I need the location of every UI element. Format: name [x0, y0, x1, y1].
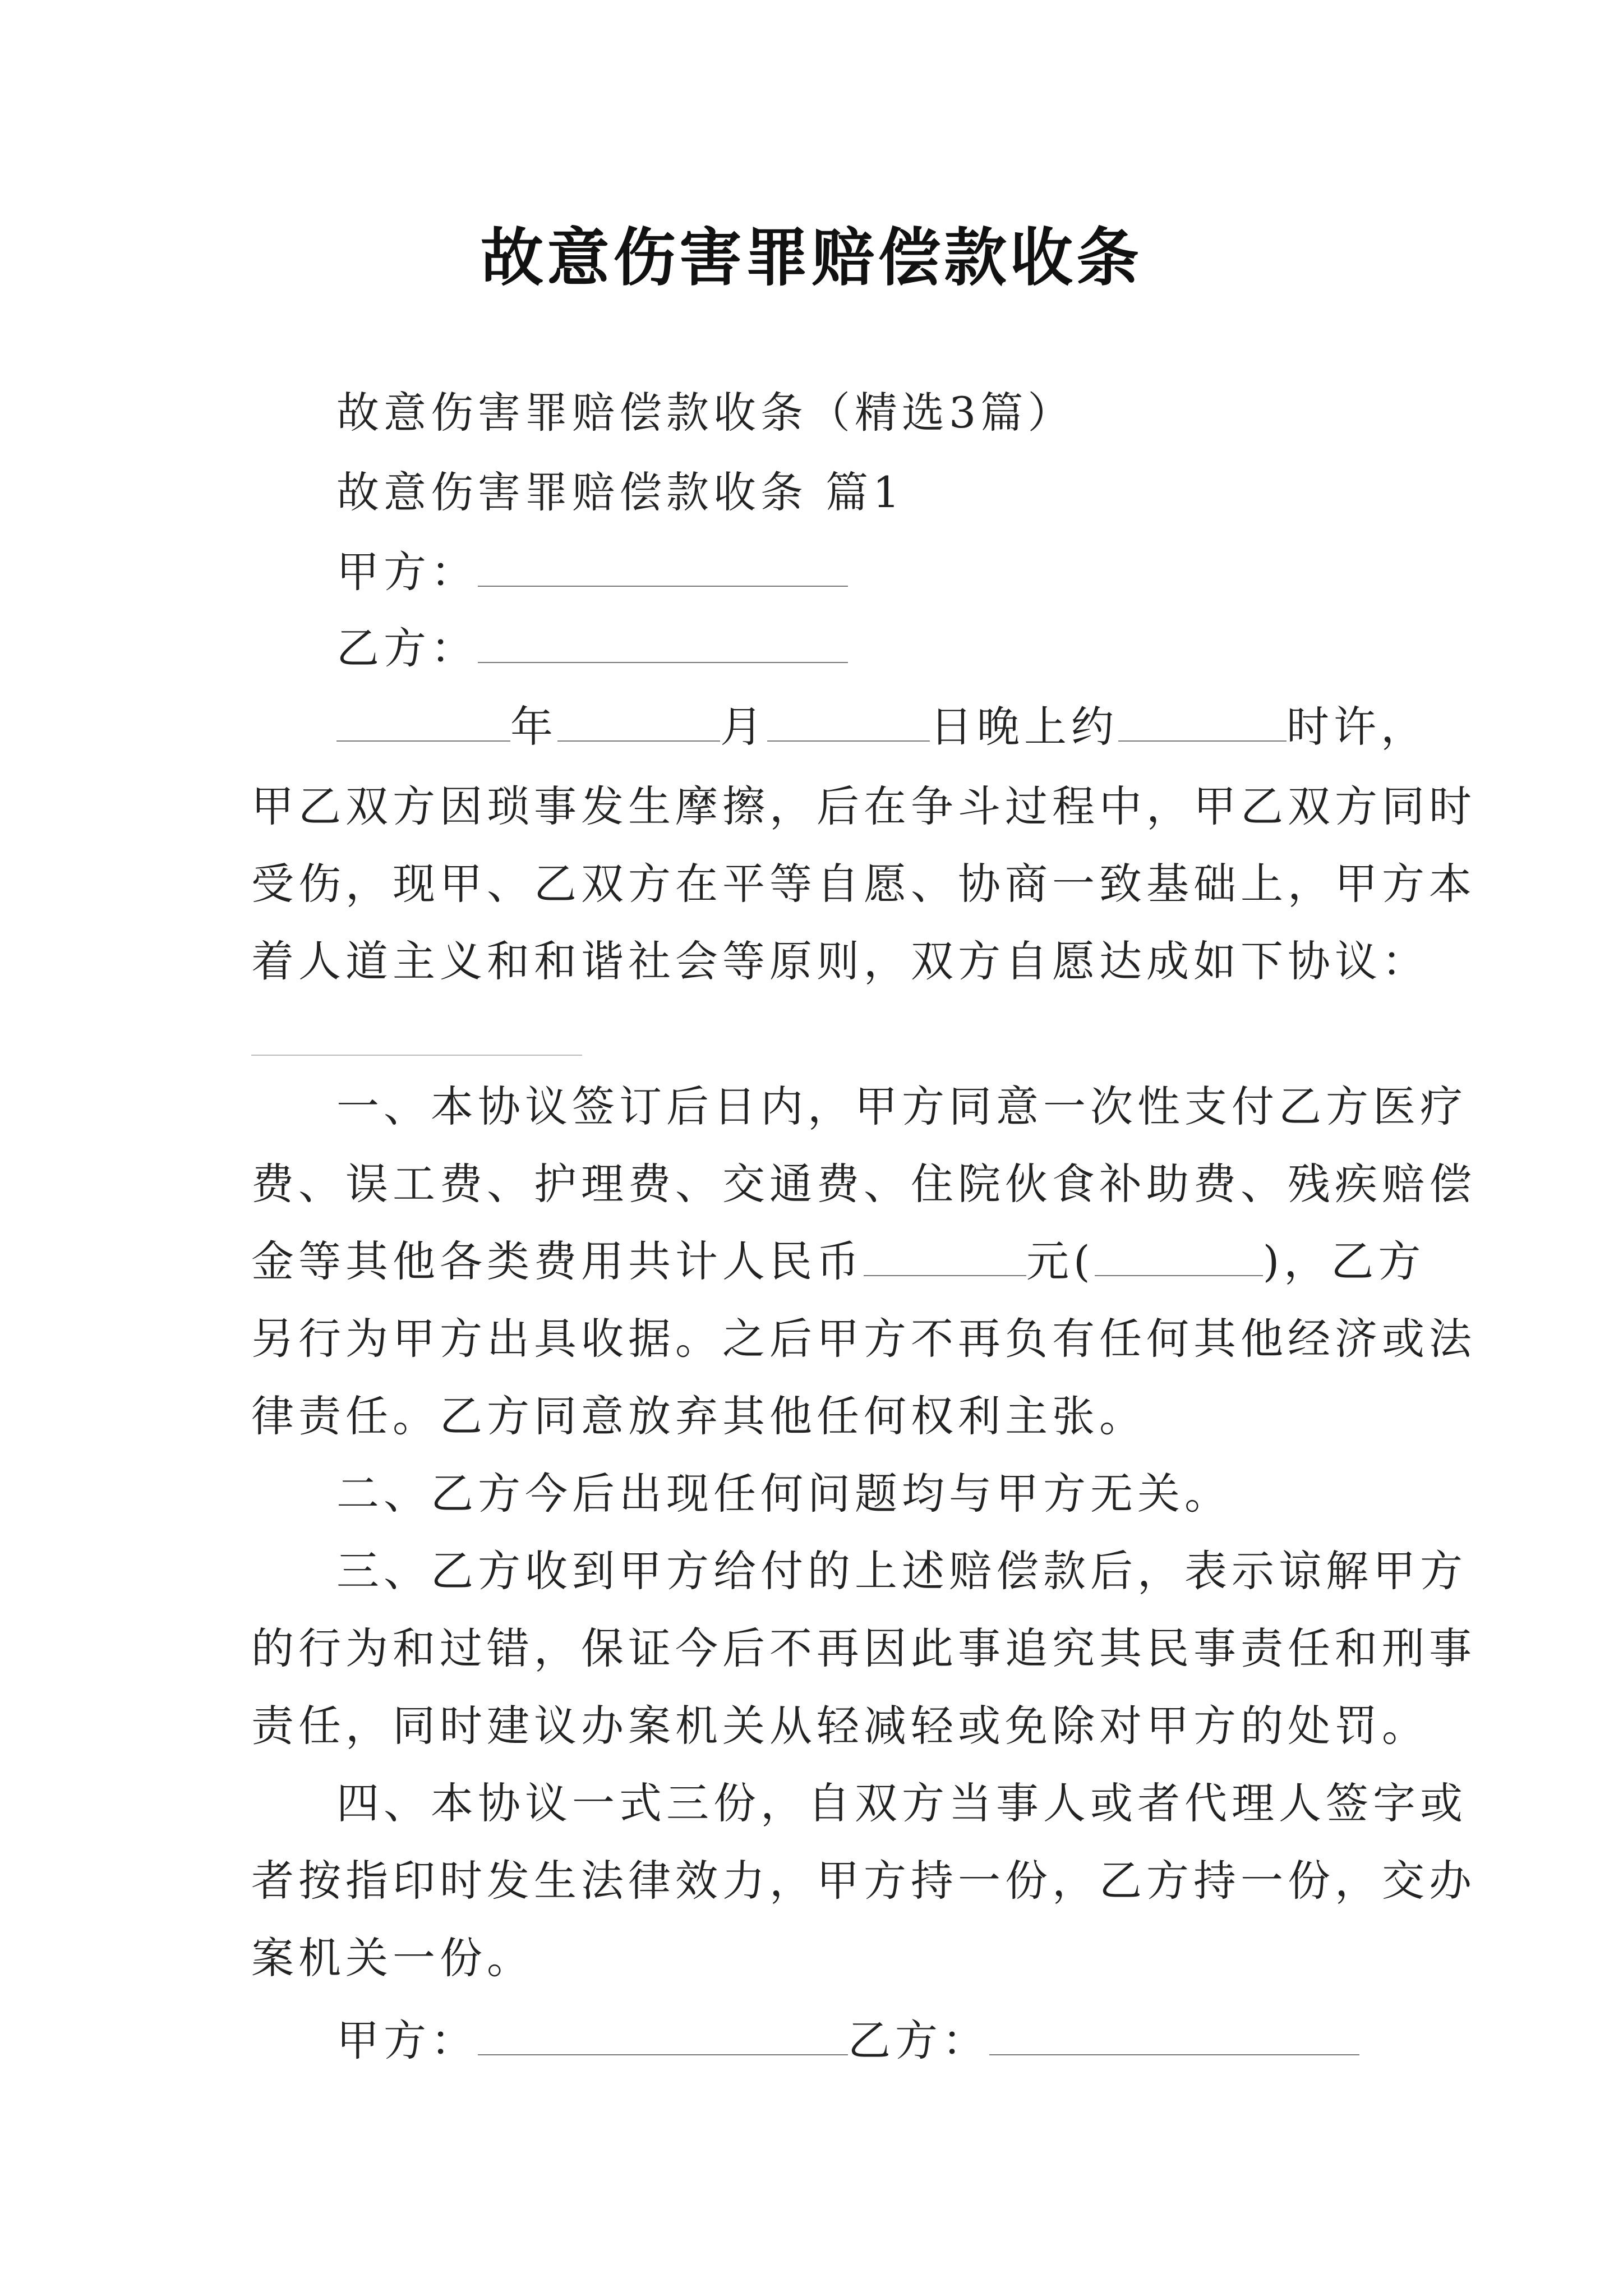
intro-line-3: 着人道主义和和谐社会等原则，双方自愿达成如下协议： — [251, 936, 1429, 986]
clause4-line-3: 案机关一份。 — [251, 1933, 534, 1983]
section-heading: 故意伤害罪赔偿款收条 篇1 — [336, 467, 905, 517]
party-b-line — [336, 622, 848, 675]
clause1-line-3 — [251, 1235, 1425, 1289]
clause1-party-b: )，乙方 — [1262, 1236, 1426, 1286]
party-a-label: 甲方： — [336, 547, 478, 597]
party-a-blank — [478, 546, 848, 587]
intro-line-2: 受伤，现甲、乙双方在平等自愿、协商一致基础上，甲方本 — [251, 859, 1476, 909]
intro-line-1: 甲乙双方因琐事发生摩擦，后在争斗过程中，甲乙双方同时 — [251, 781, 1476, 831]
signature-party-a-blank — [478, 2015, 848, 2055]
clause1-line-2: 费、误工费、护理费、交通费、住院伙食补助费、残疾赔偿 — [251, 1159, 1476, 1209]
document-title: 故意伤害罪赔偿款收条 — [481, 221, 1142, 295]
signature-line — [336, 2014, 1359, 2068]
month-blank — [557, 701, 720, 742]
year-label: 年 — [510, 702, 557, 752]
day-evening-label: 日晚上约 — [930, 702, 1118, 752]
party-b-blank — [478, 623, 848, 663]
time-blank — [1118, 701, 1287, 742]
subtitle: 故意伤害罪赔偿款收条（精选3篇） — [336, 388, 1075, 438]
signature-party-b-blank — [989, 2015, 1359, 2055]
amount-blank — [864, 1236, 1026, 1276]
signature-party-b-label: 乙方： — [848, 2016, 989, 2065]
party-b-label: 乙方： — [336, 623, 478, 673]
signature-party-a-label: 甲方： — [336, 2016, 478, 2065]
clause3-line-3: 责任，同时建议办案机关从轻减轻或免除对甲方的处罚。 — [251, 1701, 1429, 1751]
clause4-line-1: 四、本协议一式三份，自双方当事人或者代理人签字或 — [336, 1778, 1467, 1828]
clause3-line-1: 三、乙方收到甲方给付的上述赔偿款后，表示谅解甲方 — [336, 1546, 1467, 1596]
month-label: 月 — [720, 702, 767, 752]
date-line — [336, 700, 1428, 754]
clause1-yuan: 元( — [1026, 1236, 1095, 1286]
clause1-amount-label: 金等其他各类费用共计人民币 — [251, 1236, 864, 1286]
day-blank — [767, 701, 930, 742]
clause1-line-4: 另行为甲方出具收据。之后甲方不再负有任何其他经济或法 — [251, 1314, 1476, 1364]
clause1-line-5: 律责任。乙方同意放弃其他任何权利主张。 — [251, 1391, 1146, 1441]
separator-rule — [251, 1055, 582, 1056]
year-blank — [336, 701, 510, 742]
party-a-line — [336, 545, 848, 599]
clause3-line-2: 的行为和过错，保证今后不再因此事追究其民事责任和刑事 — [251, 1623, 1476, 1673]
clause4-line-2: 者按指印时发生法律效力，甲方持一份，乙方持一份，交办 — [251, 1856, 1476, 1906]
time-suffix: 时许， — [1287, 702, 1428, 752]
clause1-line-1: 一、本协议签订后日内，甲方同意一次性支付乙方医疗 — [336, 1082, 1467, 1131]
clause2: 二、乙方今后出现任何问题均与甲方无关。 — [336, 1469, 1232, 1519]
amount-words-blank — [1095, 1236, 1263, 1276]
